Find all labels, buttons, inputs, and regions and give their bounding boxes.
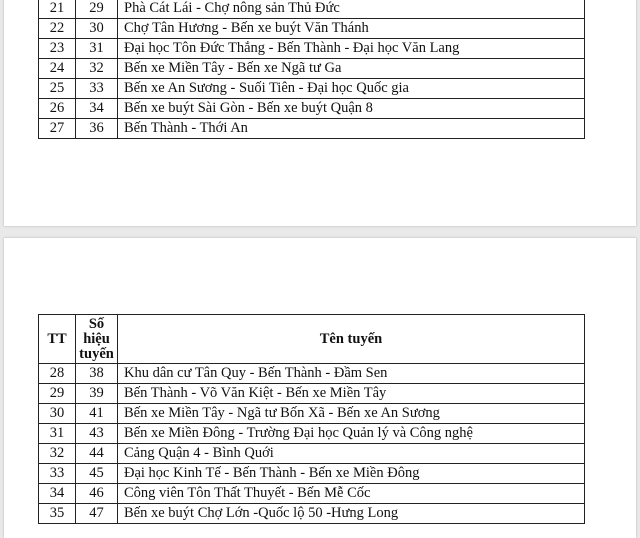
cell-ten-tuyen: Bến xe An Sương - Suối Tiên - Đại học Quốc gia [118,79,585,99]
table-row [39,0,585,19]
cell-so-hieu: 45 [76,464,118,484]
cell-so-hieu: 41 [76,404,118,424]
cell-ten-tuyen: Bến xe buýt Sài Gòn - Bến xe buýt Quận 8 [118,99,585,119]
table-row [39,59,585,79]
cell-so-hieu: 47 [76,504,118,524]
cell-tt: 32 [39,444,76,464]
cell-ten-tuyen: Bến Thành - Võ Văn Kiệt - Bến xe Miền Tây [118,384,585,404]
table-row [39,484,585,504]
table-row [39,119,585,139]
table-row [39,444,585,464]
cell-tt: 29 [39,384,76,404]
cell-so-hieu: 46 [76,484,118,504]
cell-tt: 21 [39,0,76,19]
table-row [39,19,585,39]
document-page-bottom [4,238,636,538]
routes-table-top [38,0,585,139]
header-tt: TT [39,315,76,364]
table-row [39,504,585,524]
cell-so-hieu: 43 [76,424,118,444]
table-header-row [39,315,585,364]
cell-ten-tuyen: Công viên Tôn Thất Thuyết - Bến Mễ Cốc [118,484,585,504]
cell-ten-tuyen: Bến xe Miền Đông - Trường Đại học Quản lý và Công nghệ [118,424,585,444]
table-row [39,79,585,99]
table-row [39,39,585,59]
routes-table-bottom-body [39,364,585,524]
cell-tt: 31 [39,424,76,444]
cell-so-hieu: 30 [76,19,118,39]
cell-tt: 34 [39,484,76,504]
cell-tt: 33 [39,464,76,484]
cell-tt: 35 [39,504,76,524]
cell-ten-tuyen: Bến Thành - Thới An [118,119,585,139]
table-row [39,464,585,484]
cell-ten-tuyen: Bến xe Miền Tây - Ngã tư Bốn Xã - Bến xe An Sương [118,404,585,424]
document-page-top [4,0,636,226]
cell-so-hieu: 29 [76,0,118,19]
cell-so-hieu: 39 [76,384,118,404]
cell-ten-tuyen: Cảng Quận 4 - Bình Quới [118,444,585,464]
cell-ten-tuyen: Chợ Tân Hương - Bến xe buýt Văn Thánh [118,19,585,39]
table-row [39,404,585,424]
cell-tt: 30 [39,404,76,424]
routes-table-bottom [38,314,585,524]
table-row [39,424,585,444]
cell-so-hieu: 38 [76,364,118,384]
table-row [39,99,585,119]
cell-tt: 28 [39,364,76,384]
cell-ten-tuyen: Đại học Kinh Tế - Bến Thành - Bến xe Miền Đông [118,464,585,484]
cell-ten-tuyen: Đại học Tôn Đức Thắng - Bến Thành - Đại học Văn Lang [118,39,585,59]
routes-table-top-body [39,0,585,139]
cell-ten-tuyen: Phà Cát Lái - Chợ nông sản Thủ Đức [118,0,585,19]
cell-so-hieu: 34 [76,99,118,119]
cell-ten-tuyen: Bến xe buýt Chợ Lớn -Quốc lộ 50 -Hưng Long [118,504,585,524]
cell-so-hieu: 44 [76,444,118,464]
cell-tt: 22 [39,19,76,39]
cell-so-hieu: 33 [76,79,118,99]
cell-tt: 25 [39,79,76,99]
cell-tt: 24 [39,59,76,79]
cell-ten-tuyen: Bến xe Miền Tây - Bến xe Ngã tư Ga [118,59,585,79]
cell-so-hieu: 31 [76,39,118,59]
header-so-hieu: Số hiệu tuyến [76,315,118,364]
table-row [39,364,585,384]
header-ten-tuyen: Tên tuyến [118,315,585,364]
cell-ten-tuyen: Khu dân cư Tân Quy - Bến Thành - Đầm Sen [118,364,585,384]
cell-tt: 23 [39,39,76,59]
cell-so-hieu: 36 [76,119,118,139]
cell-so-hieu: 32 [76,59,118,79]
cell-tt: 27 [39,119,76,139]
cell-tt: 26 [39,99,76,119]
table-row [39,384,585,404]
